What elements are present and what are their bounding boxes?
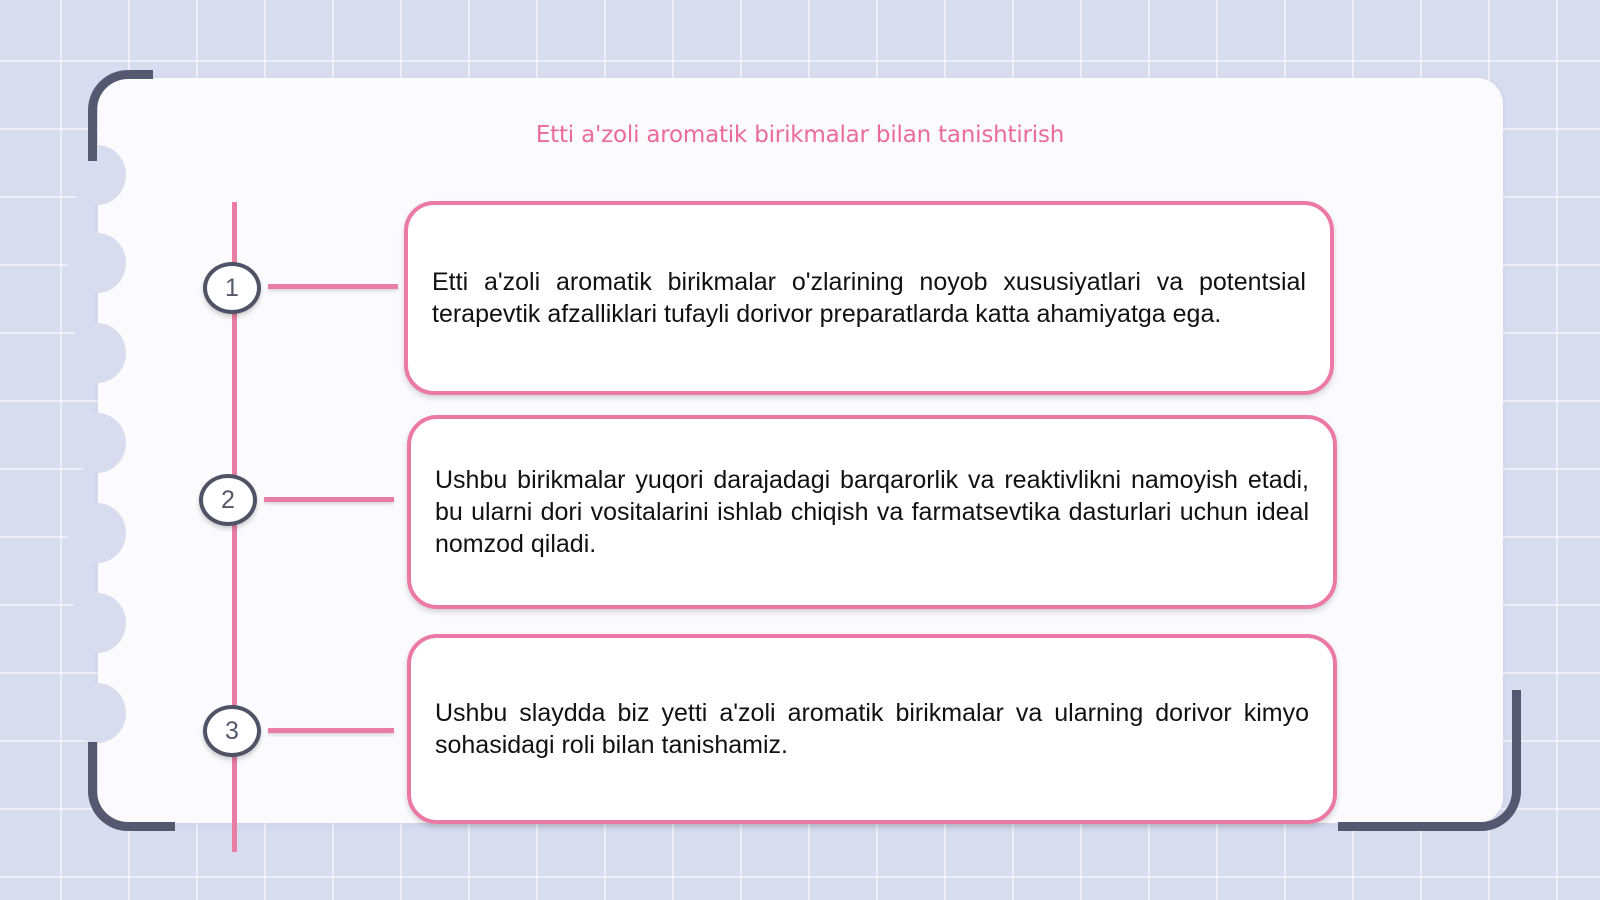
frame-corner-bottom-left <box>88 742 175 831</box>
timeline-connector-1 <box>268 284 398 289</box>
binder-hole <box>68 323 126 383</box>
frame-corner-bottom-right <box>1338 690 1521 831</box>
info-card-text: Ushbu slaydda biz yetti a'zoli aromatik birikmalar va ularning dorivor kimyo sohasidagi roli bilan tanishamiz. <box>435 699 1309 759</box>
binder-hole <box>68 683 126 743</box>
info-card-3 <box>407 634 1337 824</box>
step-number-1: 1 <box>203 262 261 314</box>
info-card-1 <box>404 201 1334 395</box>
step-number-2: 2 <box>199 474 257 526</box>
binder-hole <box>68 593 126 653</box>
step-number-3: 3 <box>203 705 261 757</box>
timeline-connector-2 <box>264 497 394 502</box>
binder-hole <box>68 503 126 563</box>
info-card-2 <box>407 415 1337 609</box>
frame-corner-top-left <box>88 70 153 161</box>
slide-title: Etti a'zoli aromatik birikmalar bilan tanishtirish <box>535 122 1065 148</box>
binder-hole <box>68 233 126 293</box>
binder-hole <box>68 413 126 473</box>
info-card-text: Ushbu birikmalar yuqori darajadagi barqarorlik va reaktivlikni namoyish etadi, bu ularni dori vositalarini ishlab chiqish va farmatsevtika dasturlari uchun ideal nomzod qiladi. <box>435 466 1309 558</box>
info-card-text: Etti a'zoli aromatik birikmalar o'zlarining noyob xususiyatlari va potentsial terapevtik afzalliklari tufayli dorivor preparatlarda katta ahamiyatga ega. <box>432 268 1306 328</box>
timeline-connector-3 <box>268 728 394 733</box>
